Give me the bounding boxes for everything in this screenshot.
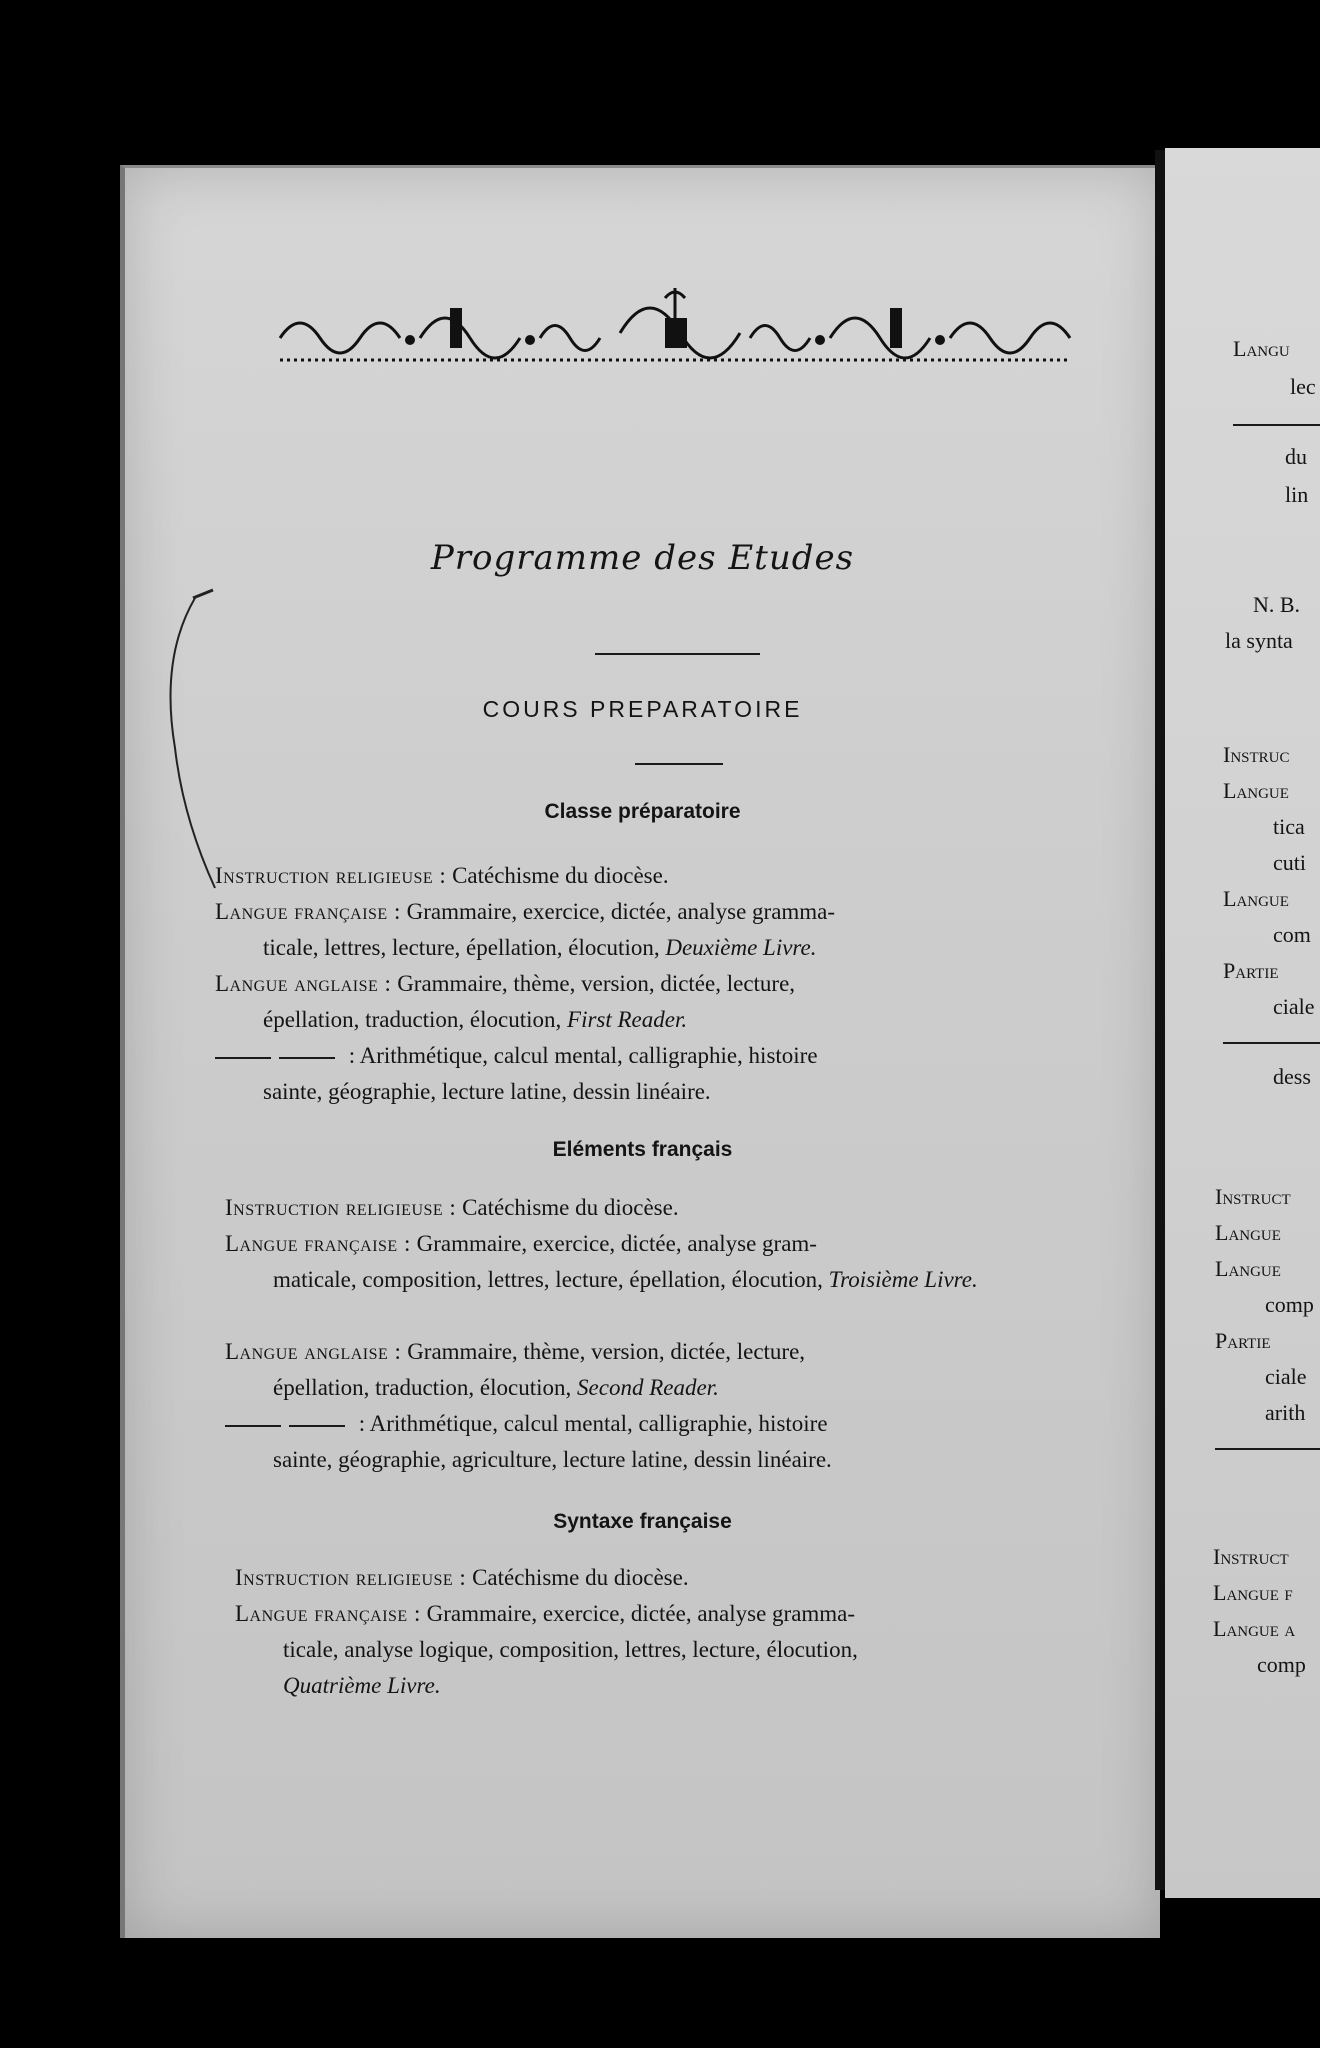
section-heading: COURS PREPARATOIRE — [482, 696, 803, 722]
fragment-line: la synta — [1225, 628, 1293, 653]
fragment-rule — [1233, 424, 1320, 426]
entry-label: Instruction religieuse : — [225, 1195, 457, 1220]
entry-label: Instruction religieuse : — [235, 1565, 467, 1590]
entry-continuation: sainte, géographie, agriculture, lecture latine, dessin linéaire. — [273, 1447, 832, 1472]
entry-text: Grammaire, exercice, dictée, analyse gram- — [410, 1231, 817, 1256]
fragment-line: Partie — [1223, 958, 1279, 983]
entry-text: Catéchisme du diocèse. — [466, 1565, 689, 1590]
fragment-line: dess — [1273, 1064, 1311, 1089]
fragment-line: arith — [1265, 1400, 1306, 1425]
class-heading-preparatoire: Classe préparatoire — [544, 800, 741, 823]
fragment-line: comp — [1257, 1652, 1306, 1677]
fragment-line: com — [1273, 922, 1311, 947]
fragment-line: Langue — [1215, 1256, 1281, 1281]
fragment-rule — [1223, 1042, 1320, 1044]
fragment-line: lin — [1285, 482, 1309, 507]
fragment-line: Instruct — [1213, 1544, 1289, 1569]
fragment-line: Langu — [1233, 336, 1290, 361]
left-page — [120, 165, 1160, 1938]
entry-continuation: épellation, traduction, élocution, First Reader. — [263, 1007, 688, 1032]
fragment-line: ciale — [1273, 994, 1315, 1019]
blank-dash — [215, 1057, 271, 1059]
fragment-line: Langue a — [1213, 1616, 1296, 1641]
fragment-line: Instruc — [1223, 742, 1290, 767]
book-title: Quatrième Livre. — [283, 1673, 441, 1698]
fragment-rule — [1215, 1448, 1320, 1450]
entry-label: Langue anglaise : — [215, 971, 392, 996]
fragment-line: tica — [1273, 814, 1305, 839]
book-title: Second Reader. — [577, 1375, 719, 1400]
entry-other — [215, 1038, 1055, 1110]
entry-religion — [235, 1560, 1075, 1596]
entry-text: Grammaire, thème, version, dictée, lecture, — [391, 971, 796, 996]
entry-french — [215, 894, 1055, 966]
class-heading-syntaxe: Syntaxe française — [553, 1510, 732, 1533]
entry-continuation: ticale, lettres, lecture, épellation, élocution, Deuxième Livre. — [263, 935, 817, 960]
class-heading-elements: Eléments français — [552, 1138, 733, 1161]
book-title: Troisième Livre. — [828, 1267, 978, 1292]
entry-french — [225, 1226, 1065, 1298]
entry-text: Catéchisme du diocèse. — [456, 1195, 679, 1220]
blank-dash — [289, 1425, 345, 1427]
entry-label: Langue française : — [235, 1601, 421, 1626]
entry-label: Instruction religieuse : — [215, 863, 447, 888]
entry-text: Grammaire, exercice, dictée, analyse gramma- — [400, 899, 836, 924]
entry-religion — [225, 1190, 1065, 1226]
entry-label: Langue anglaise : — [225, 1339, 402, 1364]
right-page-fragment — [1165, 148, 1320, 1898]
decorative-ornament-header — [270, 278, 1080, 368]
fragment-line: ciale — [1265, 1364, 1307, 1389]
entry-continuation — [235, 1668, 1075, 1704]
blank-dash — [225, 1425, 281, 1427]
entry-other — [225, 1406, 1065, 1478]
book-title: Deuxième Livre. — [665, 935, 817, 960]
entry-text: Catéchisme du diocèse. — [446, 863, 669, 888]
fragment-line: cuti — [1273, 850, 1306, 875]
entry-english — [225, 1334, 1065, 1406]
fragment-line: Partie — [1215, 1328, 1271, 1353]
entry-religion — [215, 858, 1055, 894]
page-gutter — [1155, 150, 1165, 1890]
entry-label: Langue française : — [225, 1231, 411, 1256]
fragment-line: Langue f — [1213, 1580, 1293, 1605]
pencil-bracket-mark — [155, 588, 225, 898]
entry-text: Grammaire, thème, version, dictée, lecture, — [401, 1339, 806, 1364]
blank-dash — [279, 1057, 335, 1059]
entry-text: : Arithmétique, calcul mental, calligraphie, histoire — [343, 1043, 818, 1068]
entry-continuation: sainte, géographie, lecture latine, dessin linéaire. — [263, 1079, 711, 1104]
entry-label: Langue française : — [215, 899, 401, 924]
book-title: First Reader. — [567, 1007, 688, 1032]
fragment-line: lec — [1290, 374, 1316, 399]
fragment-line: comp — [1265, 1292, 1314, 1317]
entry-text: : Arithmétique, calcul mental, calligraphie, histoire — [353, 1411, 828, 1436]
title-rule — [595, 653, 760, 655]
fragment-line: du — [1285, 444, 1307, 469]
entry-continuation: épellation, traduction, élocution, Second Reader. — [273, 1375, 719, 1400]
entry-english — [215, 966, 1055, 1038]
entry-french — [235, 1596, 1075, 1704]
entry-text: Grammaire, exercice, dictée, analyse gramma- — [420, 1601, 856, 1626]
entry-continuation: ticale, analyse logique, composition, lettres, lecture, élocution, — [283, 1637, 858, 1662]
fragment-line: N. B. — [1253, 592, 1301, 617]
fragment-line: Langue — [1223, 886, 1289, 911]
fragment-line: Langue — [1223, 778, 1289, 803]
section-rule — [635, 763, 723, 765]
fragment-line: Langue — [1215, 1220, 1281, 1245]
page-title: Programme des Etudes — [430, 538, 855, 578]
entry-continuation: maticale, composition, lettres, lecture, épellation, élocution, Troisième Livre. — [273, 1267, 978, 1292]
fragment-line: Instruct — [1215, 1184, 1291, 1209]
